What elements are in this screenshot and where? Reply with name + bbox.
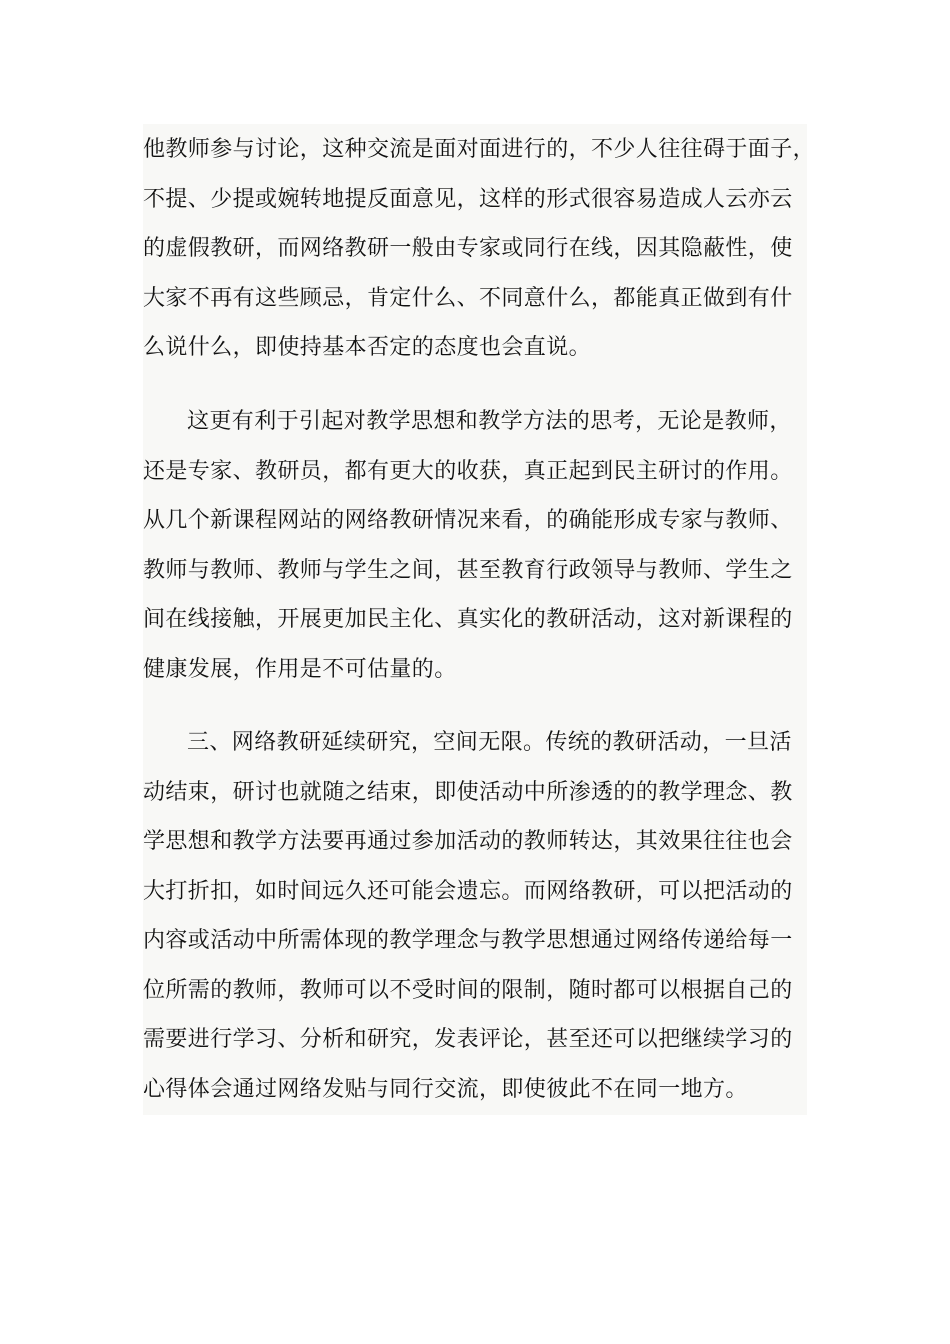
text-block <box>143 124 816 1115</box>
paragraph-2-line-2: 还是专家、教研员，都有更大的收获，真正起到民主研讨的作用。 <box>143 459 793 484</box>
paragraph-3-line-5: 内容或活动中所需体现的教学理念与教学思想通过网络传递给每一 <box>143 928 793 953</box>
paragraph-2-line-6: 健康发展，作用是不可估量的。 <box>143 657 457 682</box>
paragraph-1-line-4: 大家不再有这些顾忌，肯定什么、不同意什么，都能真正做到有什 <box>143 286 793 311</box>
paragraph-2-line-4: 教师与教师、教师与学生之间，甚至教育行政领导与教师、学生之 <box>143 558 793 583</box>
paragraph-3-line-2: 动结束，研讨也就随之结束，即使活动中所渗透的的教学理念、教 <box>143 780 793 805</box>
paragraph-2-line-5: 间在线接触，开展更加民主化、真实化的教研活动，这对新课程的 <box>143 607 793 632</box>
paragraph-1-line-3: 的虚假教研，而网络教研一般由专家或同行在线，因其隐蔽性，使 <box>143 236 793 261</box>
paragraph-1-line-5: 么说什么，即使持基本否定的态度也会直说。 <box>143 335 592 360</box>
paragraph-1-line-1: 他教师参与讨论，这种交流是面对面进行的，不少人往往碍于面子， <box>143 137 816 162</box>
paragraph-3-line-7: 需要进行学习、分析和研究，发表评论，甚至还可以把继续学习的 <box>143 1027 793 1052</box>
paragraph-3-line-8: 心得体会通过网络发贴与同行交流，即使彼此不在同一地方。 <box>143 1077 748 1102</box>
paragraph-1-line-2: 不提、少提或婉转地提反面意见，这样的形式很容易造成人云亦云 <box>143 187 793 212</box>
paragraph-3-line-1: 三、网络教研延续研究，空间无限。传统的教研活动，一旦活 <box>187 730 792 755</box>
paragraph-3-line-6: 位所需的教师，教师可以不受时间的限制，随时都可以根据自己的 <box>143 978 793 1003</box>
paragraph-3-line-3: 学思想和教学方法要再通过参加活动的教师转达，其效果往往也会 <box>143 829 793 854</box>
paragraph-3-line-4: 大打折扣，如时间远久还可能会遗忘。而网络教研，可以把活动的 <box>143 879 793 904</box>
paragraph-2-line-1: 这更有利于引起对教学思想和教学方法的思考，无论是教师， <box>187 409 792 434</box>
paragraph-2-line-3: 从几个新课程网站的网络教研情况来看，的确能形成专家与教师、 <box>143 508 793 533</box>
